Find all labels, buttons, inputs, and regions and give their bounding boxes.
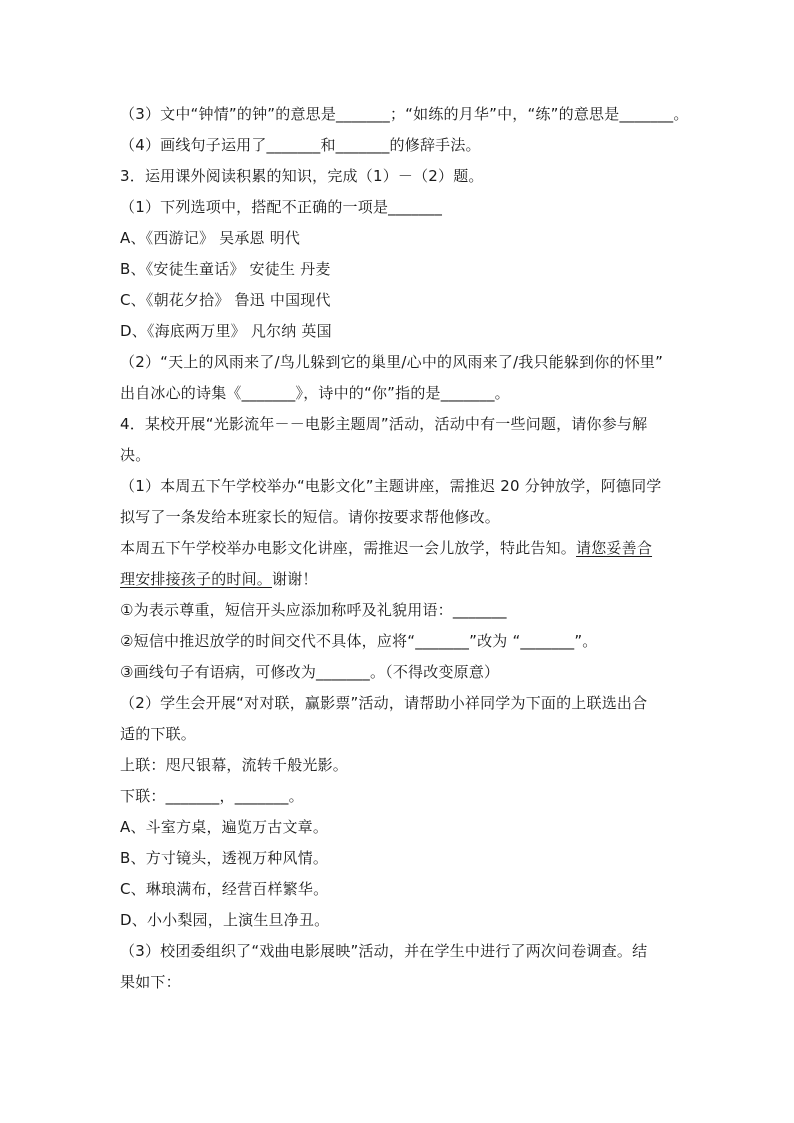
- sms-tail: 谢谢！: [272, 570, 318, 588]
- q2-3-line: （3）文中“钟情”的钟”的意思是_______；“如练的月华”中，“练”的意思是_______。: [120, 105, 689, 123]
- q4-1-sub2: ②短信中推迟放学的时间交代不具体，应将“_______”改为 “_______”。: [120, 632, 598, 650]
- q4-2-option-c: C、琳琅满布，经营百样繁华。: [120, 880, 329, 898]
- q3-option-a: A、《西游记》 吴承恩 明代: [120, 229, 301, 247]
- q4-2-option-a: A、斗室方桌，遍览万古文章。: [120, 818, 329, 836]
- q4-heading-line1: 4．某校开展“光影流年－－电影主题周”活动，活动中有一些问题，请你参与解: [120, 415, 648, 433]
- q4-2-prompt-line1: （2）学生会开展“对对联，赢影票”活动，请帮助小祥同学为下面的上联选出合: [120, 694, 648, 712]
- q3-option-b: B、《安徒生童话》 安徒生 丹麦: [120, 260, 331, 278]
- q3-heading: 3．运用课外阅读积累的知识，完成（1）－（2）题。: [120, 167, 484, 185]
- q2-4-line: （4）画线句子运用了_______和_______的修辞手法。: [120, 136, 481, 154]
- q4-3-prompt-line2: 果如下：: [120, 973, 181, 991]
- q4-3-prompt-line1: （3）校团委组织了“戏曲电影展映”活动，并在学生中进行了两次问卷调查。结: [120, 942, 648, 960]
- q3-1-prompt: （1）下列选项中，搭配不正确的一项是_______: [120, 198, 443, 216]
- q3-option-c: C、《朝花夕拾》 鲁迅 中国现代: [120, 291, 331, 309]
- question-content: [120, 99, 689, 998]
- q3-2-poem-line: （2）“天上的风雨来了/鸟儿躲到它的巢里/心中的风雨来了/我只能躲到你的怀里”: [120, 353, 664, 371]
- sms-text-line2: [120, 564, 680, 595]
- sms-text-line1: [120, 533, 680, 564]
- q4-1-sub1: ①为表示尊重，短信开头应添加称呼及礼貌用语：_______: [120, 601, 507, 619]
- q4-2-option-d: D、小小梨园，上演生旦净丑。: [120, 911, 330, 929]
- sms-text: 本周五下午学校举办电影文化讲座，需推迟一会儿放学，特此告知。: [120, 539, 577, 557]
- q3-2-source-line: 出自冰心的诗集《_______》，诗中的“你”指的是_______。: [120, 384, 510, 402]
- sms-underlined-sentence-part2: 理安排接孩子的时间。: [120, 570, 273, 588]
- q3-option-d: D、《海底两万里》 凡尔纳 英国: [120, 322, 332, 340]
- couplet-lower: 下联：_______，_______。: [120, 787, 304, 805]
- q4-1-prompt-line2: 拟写了一条发给本班家长的短信。请你按要求帮他修改。: [120, 508, 501, 526]
- q4-2-prompt-line2: 适的下联。: [120, 725, 197, 743]
- couplet-upper: 上联：咫尺银幕，流转千般光影。: [120, 756, 349, 774]
- q4-2-option-b: B、方寸镜头，透视万种风情。: [120, 849, 329, 867]
- q4-heading-line2: 决。: [120, 446, 151, 464]
- q4-1-sub3: ③画线句子有语病，可修改为_______。（不得改变原意）: [120, 663, 500, 681]
- sms-underlined-sentence-part1: 请您妥善合: [576, 539, 653, 557]
- q4-1-prompt-line1: （1）本周五下午学校举办“电影文化”主题讲座，需推迟 20 分钟放学，阿德同学: [120, 477, 662, 495]
